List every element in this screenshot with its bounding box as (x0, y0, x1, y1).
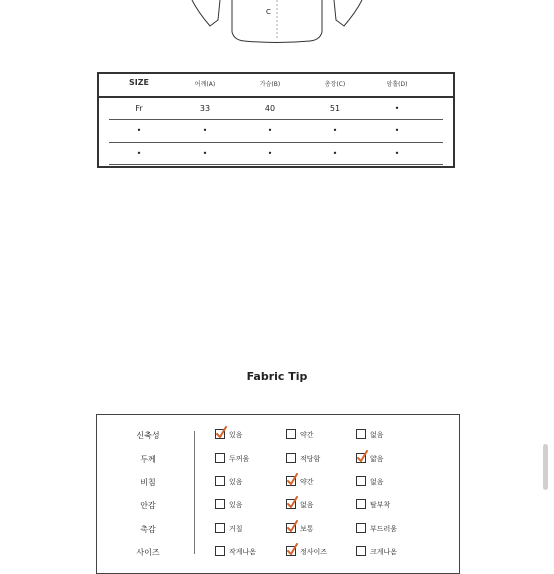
fabric-tip-option-label: 약간 (300, 478, 314, 486)
table-cell: 40 (264, 104, 276, 113)
fabric-tip-row (0, 498, 554, 514)
row-divider (109, 164, 443, 165)
checkbox[interactable] (215, 546, 225, 556)
size-table (97, 72, 455, 168)
fabric-tip-option-label: 정사이즈 (300, 548, 328, 556)
fabric-tip-row-label: 두께 (140, 455, 156, 464)
checkmark-icon (215, 426, 228, 440)
fabric-tip-option-label: 얇음 (370, 455, 384, 463)
table-cell: Fr (135, 104, 143, 113)
table-cell: 51 (329, 104, 341, 113)
fabric-tip-option-label: 있음 (229, 478, 243, 486)
size-table-header (99, 74, 453, 98)
table-cell: • (394, 104, 400, 113)
fabric-tip-option-label: 없음 (370, 431, 384, 439)
header-chest: 가슴(B) (259, 81, 281, 88)
table-cell: • (332, 126, 338, 135)
fabric-tip-row-label: 안감 (140, 501, 156, 510)
fabric-tip-row (0, 475, 554, 491)
fabric-tip-option-label: 없음 (300, 501, 314, 509)
table-cell: • (267, 149, 273, 158)
checked-checkbox[interactable] (286, 476, 296, 486)
fabric-tip-row-label: 비침 (140, 478, 156, 487)
header-shoulder: 어깨(A) (194, 81, 216, 88)
checkbox[interactable] (356, 429, 366, 439)
header-armhole: 암홀(D) (386, 81, 408, 88)
checkbox[interactable] (356, 476, 366, 486)
table-cell: • (394, 126, 400, 135)
garment-illustration (188, 0, 366, 48)
checkbox[interactable] (286, 453, 296, 463)
fabric-tip-option-label: 탈부착 (370, 501, 391, 509)
fabric-tip-row (0, 545, 554, 561)
checkmark-icon (356, 450, 369, 464)
scrollbar-thumb[interactable] (543, 444, 548, 490)
checkbox[interactable] (356, 499, 366, 509)
table-cell: 33 (199, 104, 211, 113)
table-row (99, 143, 453, 165)
table-row (99, 98, 453, 120)
fabric-tip-option-label: 거칠 (229, 525, 243, 533)
fabric-tip-row-label: 신축성 (136, 431, 160, 440)
table-cell: • (202, 126, 208, 135)
header-length: 총장(C) (324, 81, 346, 88)
checkbox[interactable] (215, 523, 225, 533)
checkbox[interactable] (215, 499, 225, 509)
fabric-tip-option-label: 두꺼움 (229, 455, 250, 463)
fabric-tip-row (0, 522, 554, 538)
checked-checkbox[interactable] (356, 453, 366, 463)
checkmark-icon (286, 496, 299, 510)
fabric-tip-row (0, 452, 554, 468)
fabric-tip-option-label: 크게나옴 (370, 548, 398, 556)
fabric-tip-option-label: 있음 (229, 431, 243, 439)
table-cell: • (394, 149, 400, 158)
fabric-tip-title: Fabric Tip (246, 370, 308, 383)
table-cell: • (202, 149, 208, 158)
table-cell: • (136, 149, 142, 158)
checkbox[interactable] (356, 546, 366, 556)
checked-checkbox[interactable] (286, 546, 296, 556)
fabric-tip-option-label: 부드러움 (370, 525, 398, 533)
checked-checkbox[interactable] (215, 429, 225, 439)
checkmark-icon (286, 543, 299, 557)
fabric-tip-option-label: 적당함 (300, 455, 321, 463)
checkbox[interactable] (215, 476, 225, 486)
checkbox[interactable] (215, 453, 225, 463)
table-row (99, 120, 453, 142)
fabric-tip-option-label: 약간 (300, 431, 314, 439)
fabric-tip-row (0, 428, 554, 444)
fabric-tip-row-label: 촉감 (140, 525, 156, 534)
checkmark-icon (286, 473, 299, 487)
garment-measure-c: C (266, 8, 271, 16)
checkbox[interactable] (356, 523, 366, 533)
fabric-tip-option-label: 작게나옴 (229, 548, 257, 556)
checked-checkbox[interactable] (286, 499, 296, 509)
checked-checkbox[interactable] (286, 523, 296, 533)
fabric-tip-row-label: 사이즈 (136, 548, 160, 557)
table-cell: • (136, 126, 142, 135)
fabric-tip-option-label: 없음 (370, 478, 384, 486)
checkmark-icon (286, 520, 299, 534)
table-cell: • (267, 126, 273, 135)
table-cell: • (332, 149, 338, 158)
checkbox[interactable] (286, 429, 296, 439)
fabric-tip-option-label: 보통 (300, 525, 314, 533)
fabric-tip-option-label: 있음 (229, 501, 243, 509)
header-size: SIZE (128, 78, 150, 87)
